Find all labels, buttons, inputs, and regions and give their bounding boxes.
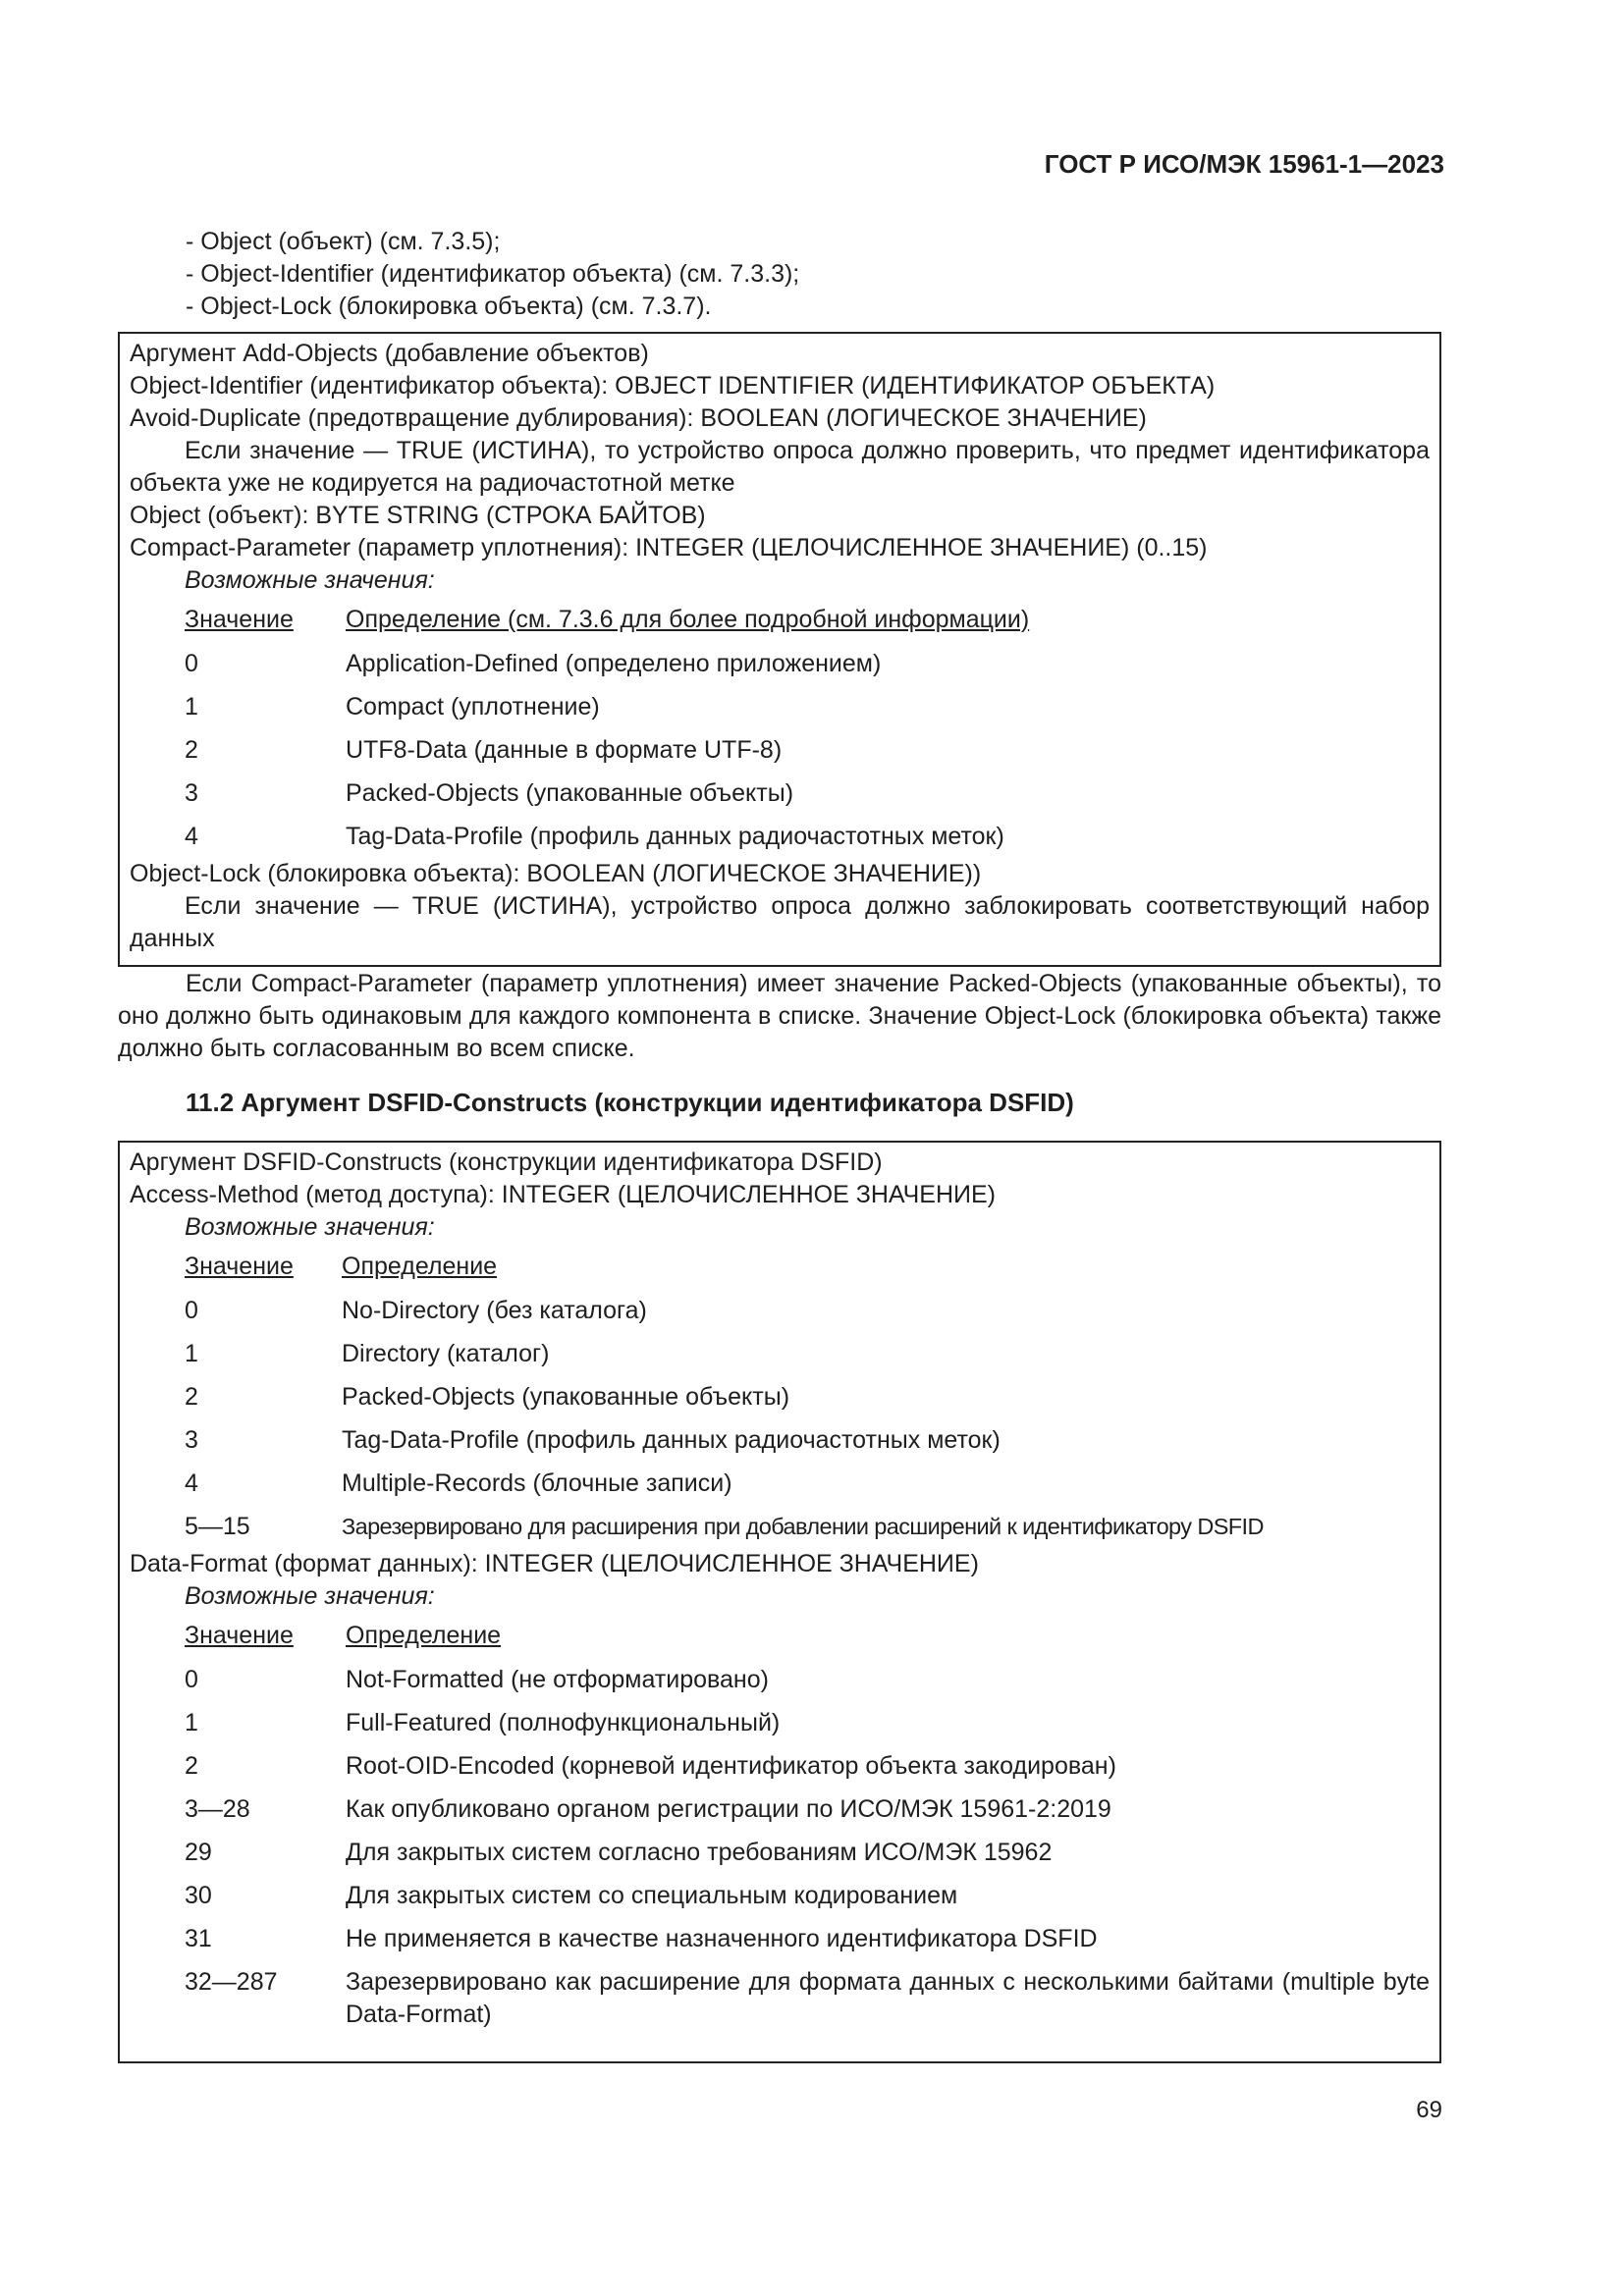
value-code: 4 [185, 822, 198, 850]
value-code: 0 [185, 1296, 198, 1324]
table-row [130, 728, 1430, 772]
value-code: 1 [185, 1339, 198, 1367]
definition-column-header: Определение [346, 1621, 502, 1649]
value-definition: Packed-Objects (упакованные объекты) [346, 778, 794, 807]
table-row [130, 1831, 1430, 1874]
avoid-duplicate-line: Avoid-Duplicate (предотвращение дублирования): BOOLEAN (ЛОГИЧЕСКОЕ ЗНАЧЕНИЕ) [130, 404, 1147, 432]
body-paragraph [118, 968, 1441, 1065]
paragraph-text: Если Compact-Parameter (параметр уплотнения) имеет значение Packed-Objects (упакованные объекты), то оно должно быть одинаковым для каждого компонента в списке. Значение Object-Lock (блокировка объекта) также должно быть согласованным во всем списке. [118, 970, 1441, 1062]
value-definition: Root-OID-Encoded (корневой идентификатор объекта закодирован) [346, 1751, 1116, 1780]
table-row [130, 685, 1430, 728]
table-row [130, 772, 1430, 815]
box-title: Аргумент DSFID-Constructs (конструкции идентификатора DSFID) [130, 1148, 883, 1176]
value-definition: Multiple-Records (блочные записи) [342, 1468, 732, 1497]
avoid-duplicate-note: Если значение — TRUE (ИСТИНА), то устройство опроса должно проверить, что предмет идентификатора объекта уже не кодируется на радиочастотной метке [130, 437, 1430, 497]
value-column-header: Значение [185, 1621, 294, 1649]
value-code: 2 [185, 1382, 198, 1411]
value-definition: Tag-Data-Profile (профиль данных радиочастотных меток) [342, 1425, 1001, 1454]
table-row [130, 1332, 1430, 1375]
table-row [130, 1418, 1430, 1462]
object-lock-note: Если значение — TRUE (ИСТИНА), устройство опроса должно заблокировать соответствующий набор данных [130, 892, 1430, 952]
add-objects-box [118, 332, 1441, 967]
table-row [130, 1917, 1430, 1960]
table-row [130, 1658, 1430, 1701]
document-header: ГОСТ Р ИСО/МЭК 15961-1—2023 [1044, 149, 1444, 179]
intro-item: - Object-Lock (блокировка объекта) (см. 7.3.7). [186, 293, 712, 320]
value-definition: Compact (уплотнение) [346, 692, 600, 721]
value-definition: Not-Formatted (не отформатировано) [346, 1665, 769, 1693]
table-row [130, 1505, 1430, 1548]
definition-column-header: Определение [342, 1252, 498, 1280]
value-code: 2 [185, 735, 198, 764]
table-row [130, 1701, 1430, 1744]
value-definition: Не применяется в качестве назначенного идентификатора DSFID [346, 1924, 1098, 1952]
dsfid-constructs-box [118, 1141, 1441, 2063]
table-row [130, 815, 1430, 858]
intro-item: - Object-Identifier (идентификатор объекта) (см. 7.3.3); [186, 260, 800, 288]
value-code: 32—287 [185, 1968, 278, 1996]
values-table-header [130, 1244, 1430, 1289]
value-code: 1 [185, 1708, 198, 1736]
table-row [130, 642, 1430, 685]
page-number: 69 [1416, 2097, 1442, 2123]
access-method-line: Access-Method (метод доступа): INTEGER (ЦЕЛОЧИСЛЕННОЕ ЗНАЧЕНИЕ) [130, 1181, 996, 1208]
value-code: 5—15 [185, 1512, 250, 1540]
value-definition: Как опубликовано органом регистрации по ИСО/МЭК 15961-2:2019 [346, 1794, 1111, 1823]
intro-list [186, 226, 799, 323]
value-definition: Packed-Objects (упакованные объекты) [342, 1382, 790, 1411]
value-definition: UTF8-Data (данные в формате UTF-8) [346, 735, 783, 764]
object-identifier-line: Object-Identifier (идентификатор объекта): OBJECT IDENTIFIER (ИДЕНТИФИКАТОР ОБЪЕКТА) [130, 372, 1216, 400]
value-column-header: Значение [185, 1252, 294, 1280]
table-row [130, 1744, 1430, 1788]
value-definition: No-Directory (без каталога) [342, 1296, 647, 1324]
table-row [130, 1960, 1430, 2043]
possible-values-label: Возможные значения: [185, 1582, 435, 1610]
table-row [130, 1462, 1430, 1505]
values-table-header [130, 597, 1430, 642]
table-row [130, 1874, 1430, 1917]
value-definition: Зарезервировано для расширения при добавлении расширений к идентификатору DSFID [342, 1513, 1264, 1539]
value-code: 0 [185, 1665, 198, 1693]
value-code: 0 [185, 649, 198, 677]
intro-item: - Object (объект) (см. 7.3.5); [186, 228, 501, 255]
value-definition: Зарезервировано как расширение для формата данных с несколькими байтами (multiple byte Data-Format) [346, 1968, 1430, 2028]
value-definition: Application-Defined (определено приложением) [346, 649, 882, 677]
data-format-line: Data-Format (формат данных): INTEGER (ЦЕЛОЧИСЛЕННОЕ ЗНАЧЕНИЕ) [130, 1550, 979, 1577]
value-code: 3 [185, 1425, 198, 1454]
value-code: 31 [185, 1924, 212, 1952]
section-heading: 11.2 Аргумент DSFID-Constructs (конструкции идентификатора DSFID) [186, 1088, 1074, 1117]
value-column-header: Значение [185, 605, 294, 633]
value-definition: Для закрытых систем согласно требованиям ИСО/МЭК 15962 [346, 1838, 1053, 1866]
table-row [130, 1788, 1430, 1831]
value-code: 3—28 [185, 1794, 250, 1823]
value-code: 29 [185, 1838, 212, 1866]
values-table-header [130, 1613, 1430, 1658]
box-title: Аргумент Add-Objects (добавление объектов) [130, 340, 649, 367]
possible-values-label: Возможные значения: [185, 566, 435, 594]
object-line: Object (объект): BYTE STRING (СТРОКА БАЙТОВ) [130, 502, 706, 529]
value-definition: Для закрытых систем со специальным кодированием [346, 1881, 958, 1909]
table-row [130, 1289, 1430, 1332]
value-code: 4 [185, 1468, 198, 1497]
possible-values-label: Возможные значения: [185, 1213, 435, 1241]
value-code: 30 [185, 1881, 212, 1909]
table-row [130, 1375, 1430, 1418]
compact-parameter-line: Compact-Parameter (параметр уплотнения): INTEGER (ЦЕЛОЧИСЛЕННОЕ ЗНАЧЕНИЕ) (0..15) [130, 534, 1208, 561]
object-lock-line: Object-Lock (блокировка объекта): BOOLEAN (ЛОГИЧЕСКОЕ ЗНАЧЕНИЕ)) [130, 860, 982, 887]
value-definition: Directory (каталог) [342, 1339, 550, 1367]
value-code: 1 [185, 692, 198, 721]
value-definition: Tag-Data-Profile (профиль данных радиочастотных меток) [346, 822, 1004, 850]
value-code: 3 [185, 778, 198, 807]
value-definition: Full-Featured (полнофункциональный) [346, 1708, 781, 1736]
definition-column-header: Определение (см. 7.3.6 для более подробной информации) [346, 605, 1030, 633]
value-code: 2 [185, 1751, 198, 1780]
